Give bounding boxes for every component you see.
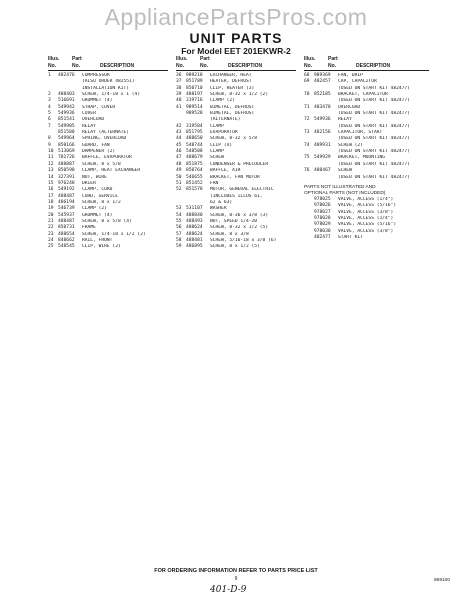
illus-number: 14 [48,174,54,180]
part-number: 488840 [186,212,203,218]
illus-number [304,175,314,181]
description: CLAMP [210,123,224,129]
description: CLIP, WIRE (2) [82,244,121,250]
description: (INCLUDES ILLUS 61, [210,193,263,199]
part-number: 488487 [58,193,75,199]
illus-number: 37 [176,79,182,85]
header-illus: Illus. [304,56,316,62]
part-number: 978029 [314,222,331,228]
description: EXCHANGER, HEAT [210,73,252,78]
table-row [48,244,168,250]
illus-number: 3 [48,98,51,104]
document-code: 869100 [434,578,451,583]
header-illus: Illus. [176,56,188,62]
description: CLAMP (2) [82,206,107,212]
description: SCREW, 8-32 x 5/8 [210,136,258,142]
illus-number: 7 [48,123,51,129]
illus-number: 1 [48,73,51,78]
part-number: 480467 [314,168,331,174]
header-description: DESCRIPTION [100,63,135,69]
header-part-no: No. [328,63,337,69]
description: RELAY [82,123,96,129]
parts-column-2 [176,56,296,251]
description: DRIER [82,180,96,186]
part-number: 850166 [58,142,75,148]
description: VALVE, ACCESS (3/8") [338,228,394,234]
illus-number: 6 [48,117,51,123]
description: VALVE, ACCESS (3/8") [338,209,394,215]
part-number: 978025 [314,196,331,202]
description: (USED ON START KIT 482477) [338,123,410,129]
header-description: DESCRIPTION [228,63,263,69]
illus-number: 16 [48,187,54,193]
description: INSTALLATION KIT) [82,85,130,91]
illus-number: 12 [48,161,54,167]
illus-number: 23 [48,231,54,237]
part-number: 482476 [58,73,75,78]
illus-number: 40 [176,98,182,104]
column-header [48,56,168,71]
part-number: 549192 [58,187,75,193]
illus-number: 50 [176,174,182,180]
description: GROMMET (4) [82,98,113,104]
description: RAIL, FRONT [82,237,113,243]
illus-number: 41 [176,104,182,110]
parts-column-1 [48,56,168,251]
part-number: 989514 [186,104,203,110]
description: FAN [210,180,219,186]
part-number: 482477 [314,234,331,240]
part-number: 851578 [186,187,203,193]
part-number: 978030 [314,228,331,234]
table-row [304,175,429,181]
illus-number: 20 [48,212,54,218]
part-number: 549964 [58,136,75,142]
part-number: 851789 [186,79,203,85]
illus-number: 69 [304,79,310,85]
part-number: 850598 [58,168,75,174]
part-number: 488654 [58,231,75,237]
part-number [314,175,338,181]
part-number: 488679 [186,155,203,161]
part-number: 482457 [314,79,331,85]
illus-number: 70 [304,92,310,98]
part-number: 531107 [186,206,203,212]
description: GUARD, FAN [82,142,110,148]
description: RELAY (ALTERNATE) [82,130,130,136]
note-line-2: OPTIONAL PARTS (NOT INCLUDED) [304,190,386,196]
description: WASHER [210,206,227,212]
part-number: 989528 [186,111,203,117]
part-number: 850710 [186,85,203,91]
description: CLAMP, CORD [82,187,113,193]
illus-number: 8 [48,136,51,142]
illus-number: 10 [48,149,54,155]
illus-number: 51 [176,180,182,186]
description: (USED ON START KIT 482477) [338,161,410,167]
ordering-footer: FOR ORDERING INFORMATION REFER TO PARTS PRICE LIST [154,568,318,574]
column-header [176,56,296,71]
part-number: 482156 [314,130,331,136]
part-number: 850764 [186,168,203,174]
description: SCREW [338,168,352,174]
part-number: 549936 [58,111,75,117]
part-number: 488887 [58,161,75,167]
page-number: 9 [234,576,238,582]
part-number: 851795 [186,130,203,136]
column-header [304,56,429,71]
description: VALVE, ACCESS (1/4") [338,215,394,221]
part-number: 852185 [314,92,331,98]
description: BRACKET, FAN MOTOR [210,174,260,180]
illus-number: 73 [304,130,310,136]
part-number: 546655 [186,174,203,180]
description: (USED ON START KIT 482477) [338,98,410,104]
illus-number: 42 [176,123,182,129]
description: CLIP, HEATER (3) [210,85,255,91]
illus-number: 13 [48,168,54,174]
description: FAN, DRIP [338,73,363,78]
illus-number: 45 [176,142,182,148]
part-number: 486895 [186,244,203,250]
illus-number: 44 [176,136,182,142]
illus-number: 5 [48,111,51,117]
description: SCREW, 8-36 x 3/8 (3) [210,212,269,218]
illus-number: 57 [176,231,182,237]
header-description: DESCRIPTION [356,63,391,69]
description: STRAP, COVER [82,104,116,110]
header-part: Part [200,56,210,62]
description: FRAME [82,225,96,231]
description: CLAMP [210,149,224,155]
part-number: 851580 [58,130,75,136]
description: CAPACITOR, START [338,130,383,136]
part-number: 850731 [58,225,75,231]
watermark: AppliancePartsPros.com [104,4,368,30]
header-no: No. [304,63,313,69]
part-number: 319716 [186,98,203,104]
part-number: 488650 [186,136,203,142]
part-number: 545937 [58,212,75,218]
description: BAFFLE, EVAPORATOR [82,155,132,161]
description: SCREW, 8-32 x 1/2 (2) [210,92,269,98]
description: SCREW, 8 x 1/2 [82,199,121,205]
description: (USED ON START KIT 482477) [338,136,410,142]
illus-number: 59 [176,244,182,250]
illus-number: 39 [176,92,182,98]
illus-number: 36 [176,73,182,78]
part-number: 488624 [186,231,203,237]
illus-number: 25 [48,244,54,250]
illus-number: 47 [176,155,182,161]
description: VALVE, ACCESS (5/16") [338,222,397,228]
description: (ALTERNATE) [210,117,241,123]
illus-number: 58 [176,237,182,243]
header-illus: Illus. [48,56,60,62]
illus-number: 75 [304,155,310,161]
handwritten-note: 401-D-9 [210,585,247,595]
illus-number: 52 [176,187,182,193]
part-number: 483478 [314,104,331,110]
description: BRACKET, CAPACITOR [338,92,388,98]
description: VALVE, ACCESS (1/4") [338,196,394,202]
description: SCREW, 8 x 1/2 (5) [210,244,260,250]
description: SCREW, 5/16-18 x 3/8 (6) [210,237,277,243]
illus-number: 54 [176,212,182,218]
part-number: 488624 [186,225,203,231]
header-part: Part [72,56,82,62]
table-row [176,244,296,250]
description: CAP, CAPACITOR [338,79,377,85]
description: SPRING, OVERLOAD [82,136,127,142]
description: VALVE, ACCESS (5/16") [338,203,397,209]
part-number: 548508 [186,149,203,155]
illus-number: 22 [48,225,54,231]
illus-number: 56 [176,225,182,231]
header-part-no: No. [72,63,81,69]
description: SCREW, 8 x 5/8 (4) [82,218,132,224]
part-number: 781726 [58,155,75,161]
illus-number: 76 [304,168,310,174]
illus-number: 53 [176,206,182,212]
illus-number: 18 [48,199,54,205]
illus-number: 9 [48,142,51,148]
part-number: 327391 [58,174,75,180]
description: START KIT [338,234,363,240]
part-number: 513069 [58,149,75,155]
description: CONDENSER & PRECOOLER [210,161,269,167]
not-illustrated-note [304,185,429,197]
description: HEATER, DEFROST [210,79,252,85]
illus-number: 15 [48,180,54,186]
header-part-no: No. [200,63,209,69]
description: SCREW (2) [338,142,363,148]
part-number: 851541 [58,117,75,123]
illus-number: 68 [304,73,310,78]
description: SCREW, 8 x 3/8 [210,231,249,237]
part-number: 978027 [314,209,331,215]
header-part: Part [328,56,338,62]
description: SCREW, 1/4-18 x 1 (4) [82,92,141,98]
description: SCREW [210,155,224,161]
illus-number: 72 [304,117,310,123]
description: BIMETAL, DEFROST [210,104,255,110]
description: 62 & 63) [210,199,233,205]
description: CORD, SERVICE [82,193,118,199]
description: MOTOR, GENERAL ELECTRIC [210,187,274,193]
part-number: 549929 [314,155,331,161]
description: GROMMET (4) [82,212,113,218]
illus-number: 24 [48,237,54,243]
header-no: No. [176,63,185,69]
part-number: 516691 [58,98,75,104]
description: (USED ON START KIT 482477) [338,111,410,117]
description: OVERLOAD [338,104,361,110]
description: (USED ON START KIT 482477) [338,85,410,91]
part-number: 548744 [186,142,203,148]
description: CLAMP (2) [210,98,235,104]
model-subtitle: For Model EET 201EKWR-2 [181,46,291,56]
illus-number: 48 [176,161,182,167]
description: BIMETAL, DEFROST [210,111,255,117]
part-number: 989369 [314,73,331,78]
table-row [304,235,429,241]
description: CLAMP, HEAT EXCHANGER [82,168,141,174]
illus-number: 55 [176,218,182,224]
description: BAFFLE, AIR [210,168,241,174]
illus-number: 19 [48,206,54,212]
illus-number: 2 [48,92,51,98]
part-number: 549942 [58,104,75,110]
part-number: 488493 [186,218,203,224]
description: NUT, SPEED 1/4-20 [210,218,258,224]
description: DAMPENER (2) [82,149,116,155]
part-number: 978028 [314,215,331,221]
illus-number: 74 [304,142,310,148]
description: (USED ON START KIT 482477) [338,149,410,155]
part-number: 488481 [186,237,203,243]
part-number: 851452 [186,180,203,186]
illus-number: 21 [48,218,54,224]
illus-number: 17 [48,193,54,199]
part-number: 488197 [186,92,203,98]
part-number: 978026 [314,203,331,209]
description: RELAY [338,117,352,123]
description: SCREW, 1/4-18 x 1/2 (2) [82,231,146,237]
part-number: 488403 [58,92,75,98]
illus-number: 46 [176,149,182,155]
part-number: 976248 [58,180,75,186]
part-number: 546739 [58,206,75,212]
part-number: 548545 [58,244,75,250]
illus-number: 49 [176,168,182,174]
illus-number: 4 [48,104,51,110]
part-number: 488487 [58,218,75,224]
description: BRACKET, MOUNTING [338,155,386,161]
illus-number: 38 [176,85,182,91]
part-number: 549905 [58,123,75,129]
description: EVAPORATOR [210,130,238,136]
parts-column-3 [304,56,429,241]
page-title: UNIT PARTS [189,30,283,46]
description: CLIP (4) [210,142,233,148]
description: COVER [82,111,96,117]
note-line-1: PARTS NOT ILLUSTRATED AND [304,184,376,190]
description: COMPRESSOR [82,73,110,78]
description: (USED ON START KIT 482477) [338,174,410,180]
header-no: No. [48,63,57,69]
description: SCREW, 8 x 5/8 [82,161,121,167]
description: OVERLOAD [82,117,105,123]
description: (ALSO ORDER 482551) [82,79,135,85]
illus-number: 11 [48,155,54,161]
part-number: 848662 [58,237,75,243]
part-number: 489931 [314,142,331,148]
part-number: 319584 [186,123,203,129]
illus-number: 71 [304,104,310,110]
part-number: 486194 [58,199,75,205]
part-number: 549936 [314,117,331,123]
illus-number [304,235,314,241]
illus-number: 43 [176,130,182,136]
description: SCREW, 8-32 x 1/2 (5) [210,225,269,231]
part-number: 851875 [186,161,203,167]
part-number: 989218 [186,73,203,78]
description: NUT, WIRE [82,174,107,180]
